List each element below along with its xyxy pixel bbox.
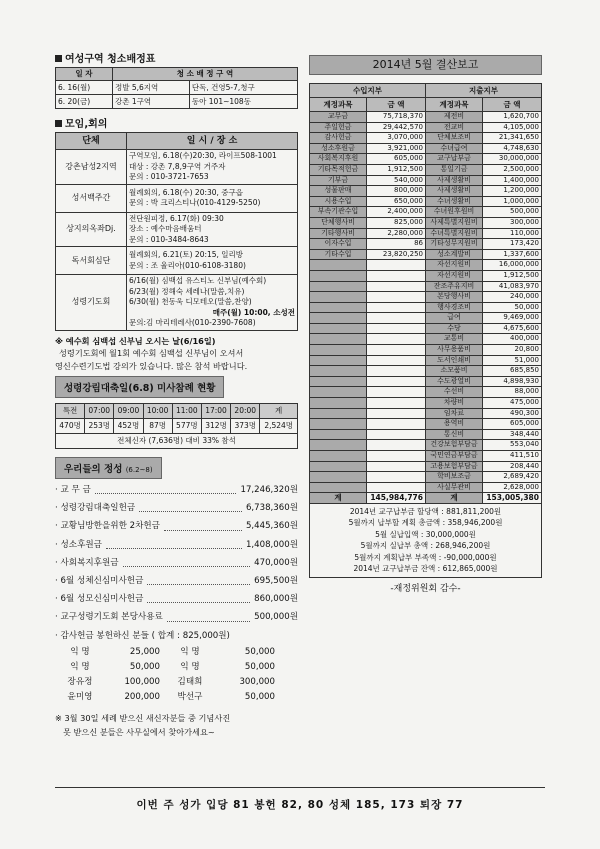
thanks-offering-heading: · 감사헌금 봉헌하신 분들 ( 합계 : 825,000원) [55, 630, 230, 641]
cleaning-header-area: 청 소 배 정 구 역 [113, 68, 298, 81]
table-row: 국민연금부담금 411,510 [310, 451, 542, 462]
table-row: 주일헌금 29,442,570 전교비 4,105,000 [310, 122, 542, 133]
table-row: 6. 16(월) 정발 5,6지역 단독, 건영5-7,청구 [56, 81, 298, 95]
list-item: · 6월 성모신심미사헌금 860,000원 [55, 590, 298, 608]
table-row: 고용보험부담금 208,440 [310, 461, 542, 472]
table-row: 교통비 400,000 [310, 334, 542, 345]
table-row: 감사헌금 3,070,000 단체보조비 21,341,650 [310, 133, 542, 144]
income-header: 수입지부 [310, 84, 426, 98]
left-column [55, 50, 298, 739]
cleaning-section-title: 여성구역 청소배정표 [55, 50, 298, 65]
mass-attendance-table [55, 403, 298, 449]
table-row: 임차료 490,300 [310, 408, 542, 419]
table-row: 사회복지후원 605,000 교구납부금 30,000,000 [310, 154, 542, 165]
square-bullet-icon [55, 55, 62, 62]
meetings-section-title: 모임,회의 [55, 115, 298, 130]
list-item: · 성령강림대축일헌금 6,738,360원 [55, 499, 298, 517]
notice: ※ 예수회 심백섭 신부님 오시는 날(6/16일) 성령기도회에 월1회 예수회 심백섭 신부님이 오셔서 영신수련기도법 강의가 있습니다. 많은 참석 바랍니다. [55, 335, 248, 371]
finance-table: 수입지부 지출지부 계정과목 금 액 계정과목 금 액 교무금 75,718,370 제전비 1,620,700 주일헌금 29,442,570 전교비 4,105,000 감사헌금 3,070,000 단체보조비 21,341,650 성소후원금 3,921,000 수녀급여 4,748,630 사회복지후원 605,000 교구납부금 30,000,000 기타목적헌금 1,912,500 통일기금 2,500,000 기부금 540,000 사제생활비 1,400,000 성물판매 800,000 사제생활비 1,200,000 시용수입 650,000 수녀생활비 1,000,000 부속기관수입 2,400,000 수녀원후원비 500,000 단체행사비 825,000 사제특별지원비 300,000 기타행사비 2,280,000 수녀특별지원비 110,000 이자수입 86 기타성무지원비 173,420 기타수입 23,820,250 성소계발비 1,337,600 자선지원비 16,000,000 자선지원비 1,912,500 잔조주유지비 41,083,970 본당행사비 240,000 행사경조비 50,000 급여 9,469,000 수당 4,675,600 교통비 400,000 사무용품비 20,800 도서인쇄비 51,000 소모품비 685,850 수도광열비 4,898,930 수선비 88,000 차량비 475,000 임차료 490,300 용역비 605,000 통신비 348,440 건강보험부담금 553,040 국민연금부담금 411,510 고용보험부담금 208,440 학비보조금 2,689,420 사실무관비 2,628,000 계 145,984,776 계 153,005,380 [309, 83, 542, 504]
table-row: 차량비 475,000 [310, 398, 542, 409]
table-row: 수도광열비 4,898,930 [310, 376, 542, 387]
photo-notice: ※ 3월 30일 세례 받으신 새신자분들 중 기념사진 못 받으신 분들은 사무실에서 찾아가세요~ [55, 712, 231, 737]
finance-summary: 2014년 교구납부금 할당액 : 881,811,200원 5월까지 납부할 계획 총금액 : 358,946,200원 5월 실납입액 : 30,000,000원 5월까지 실납부 총액 : 268,946,200원 5월까지 계획납부 부족액 : -90,000,000원 2014년 교구납부금 잔액 : 612,865,000원 [309, 504, 542, 578]
table-row: 자선지원비 16,000,000 [310, 260, 542, 271]
table-row: 부속기관수입 2,400,000 수녀원후원비 500,000 [310, 207, 542, 218]
table-row: 기타행사비 2,280,000 수녀특별지원비 110,000 [310, 228, 542, 239]
right-column [309, 55, 542, 594]
table-row: 학비보조금 2,689,420 [310, 472, 542, 483]
table-row: 사무용품비 20,800 [310, 345, 542, 356]
table-row: 용역비 605,000 [310, 419, 542, 430]
finance-sign: -재정위원회 감수- [390, 583, 461, 594]
table-row: 건강보험부담금 553,040 [310, 440, 542, 451]
table-row: 6. 20(금) 강촌 1구역 동아 101~108동 [56, 95, 298, 109]
table-row: 기타수입 23,820,250 성소계발비 1,337,600 [310, 249, 542, 260]
meetings-header-detail: 일 시 / 장 소 [127, 133, 298, 150]
table-row: 성령기도회 6/16(월) 심백섭 유스티노 신부님(예수회) 6/23(월) 정해숙 세레나(말씀,치유) 6/30(월) 천동욱 디모테오(말씀,찬양) 매주(월) 10:00, 소성전 문의:김 마리테레사(010-2390-7608) [56, 275, 298, 331]
table-row: 교무금 75,718,370 제전비 1,620,700 [310, 112, 542, 123]
table-row: 독서회심단 월례회의, 6.21(토) 20:15, 일리방 문의 : 조 율리아(010-6108-3180) [56, 247, 298, 275]
list-item: 익 명 25,000 익 명 50,000 [70, 646, 275, 657]
table-row: 도서인쇄비 51,000 [310, 355, 542, 366]
table-row: 행사경조비 50,000 [310, 302, 542, 313]
table-row: 급여 9,469,000 [310, 313, 542, 324]
table-row: 기부금 540,000 사제생활비 1,400,000 [310, 175, 542, 186]
table-row: 470명 253명 452명 87명 577명 312명 373명 2,524명 [56, 419, 298, 434]
list-item: · 6월 성체신심미사헌금 695,500원 [55, 572, 298, 590]
table-row: 통신비 348,440 [310, 429, 542, 440]
table-row: 잔조주유지비 41,083,970 [310, 281, 542, 292]
list-item: · 교구성령기도회 본당사용료 500,000원 [55, 608, 298, 626]
table-row: 성소후원금 3,921,000 수녀급여 4,748,630 [310, 143, 542, 154]
donor-list [55, 645, 298, 705]
table-row: 특전 07:00 09:00 10:00 11:00 17:00 20:00 계 [56, 404, 298, 419]
table-row: 본당행사비 240,000 [310, 292, 542, 303]
table-row: 수당 4,675,600 [310, 323, 542, 334]
offerings-title: 우리들의 정성 (6.2~8) [55, 457, 162, 479]
table-row: 시용수입 650,000 수녀생활비 1,000,000 [310, 196, 542, 207]
hymn-footer: 이번 주 성가 입당 81 봉헌 82, 80 성체 185, 173 퇴장 77 [55, 787, 545, 812]
list-item: · 교황님방한을위한 2차헌금 5,445,360원 [55, 517, 298, 535]
list-item: · 교 무 금 17,246,320원 [55, 481, 298, 499]
table-row: 사실무관비 2,628,000 [310, 482, 542, 493]
list-item: 장유정 100,000 김태희 300,000 [67, 676, 275, 687]
table-row: 수선비 88,000 [310, 387, 542, 398]
mass-attendance-title: 성령강림대축일(6.8) 미사참례 현황 [55, 376, 224, 398]
table-row: 성물판매 800,000 사제생활비 1,200,000 [310, 186, 542, 197]
table-row: 자선지원비 1,912,500 [310, 270, 542, 281]
table-row: 전체신자 (7,636명) 대비 33% 참석 [56, 434, 298, 449]
table-row: 상지의옥좌Dj. 전단원피정, 6.17(화) 09:30 장소 : 예수마음배움터 문의 : 010-3484-8643 [56, 212, 298, 247]
table-row: 소모품비 685,850 [310, 366, 542, 377]
offerings-list [55, 481, 298, 645]
expense-header: 지출지부 [425, 84, 541, 98]
list-item: 윤미영 200,000 박선구 50,000 [67, 691, 275, 702]
table-row: 성서백주간 월례회의, 6.18(수) 20:30, 중구읍 문의 : 박 크리스티나(010-4129-5250) [56, 184, 298, 212]
finance-total-row: 계 145,984,776 계 153,005,380 [310, 493, 542, 504]
cleaning-header-date: 일 자 [56, 68, 113, 81]
meetings-header-group: 단체 [56, 133, 127, 150]
square-bullet-icon [55, 120, 62, 127]
finance-title: 2014년 5월 결산보고 [309, 55, 542, 75]
meetings-table [55, 132, 298, 331]
list-item: · 성소후원금 1,408,000원 [55, 536, 298, 554]
table-row: 단체행사비 825,000 사제특별지원비 300,000 [310, 217, 542, 228]
table-row: 이자수입 86 기타성무지원비 173,420 [310, 239, 542, 250]
table-row: 기타목적헌금 1,912,500 통일기금 2,500,000 [310, 164, 542, 175]
cleaning-table [55, 67, 298, 109]
list-item: · 사회복지후원금 470,000원 [55, 554, 298, 572]
list-item: 익 명 50,000 익 명 50,000 [70, 661, 275, 672]
table-row: 강촌남성2지역 구역모임, 6.18(수)20:30, 라이프508-1001 대상 : 강촌 7,8,9구역 거주자 문의 : 010-3721-7653 [56, 150, 298, 185]
